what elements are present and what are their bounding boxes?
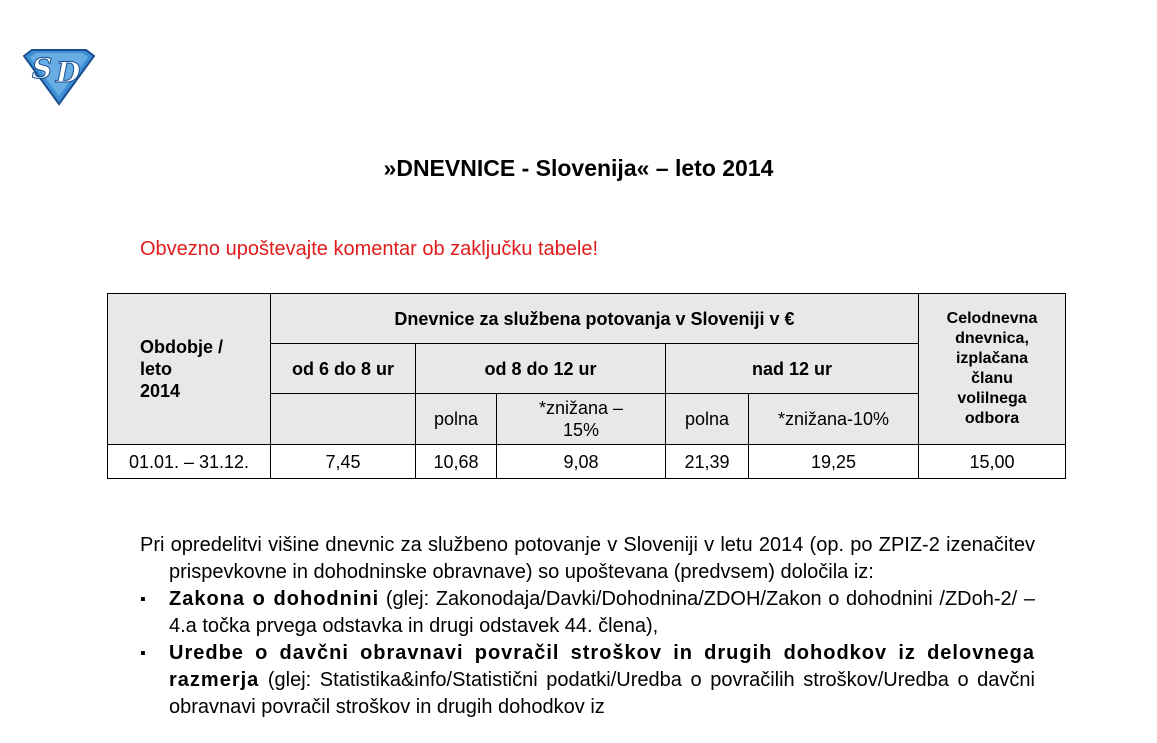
body-text	[140, 532, 1035, 721]
table-row	[108, 445, 1066, 479]
allowance-table	[107, 293, 1066, 479]
group-header: Dnevnice za službena potovanja v Sloveniji v €	[271, 294, 919, 344]
value-cell: 9,08	[497, 445, 666, 479]
source-list	[140, 586, 1035, 721]
sub-header-polna: polna	[416, 394, 497, 445]
svg-text:S: S	[32, 52, 53, 85]
company-logo	[22, 48, 96, 106]
col-header-8-12: od 8 do 12 ur	[416, 344, 666, 394]
value-cell: 7,45	[271, 445, 416, 479]
svg-text:D: D	[56, 56, 81, 89]
list-item	[140, 640, 1035, 721]
value-cell: 21,39	[666, 445, 749, 479]
law-name: Zakona o dohodnini	[169, 588, 380, 610]
law-reference: (glej: Zakonodaja/Davki/Dohodnina/ZDOH/Zakon o dohodnini /ZDoh-2/ – 4.a točka prvega odstavka in drugi odstavek 44. člena),	[169, 588, 1035, 637]
list-item	[140, 586, 1035, 640]
period-cell: 01.01. – 31.12.	[108, 445, 271, 479]
page-title: »DNEVNICE - Slovenija« – leto 2014	[383, 155, 774, 181]
col-header-6-8: od 6 do 8 ur	[271, 344, 416, 394]
sub-header-znizana-15: *znižana – 15%	[497, 394, 666, 445]
intro-paragraph: Pri opredelitvi višine dnevnic za službeno potovanje v Sloveniji v letu 2014 (op. po ZPIZ-2 izenačitev prispevkovne in dohodninske obravnave) so upoštevana (predvsem) določila iz:	[140, 534, 1035, 583]
sub-header-polna: polna	[666, 394, 749, 445]
sub-header-znizana-10: *znižana-10%	[749, 394, 919, 445]
regulation-reference: (glej: Statistika&info/Statistični podatki/Uredba o povračilih stroškov/Uredba o davčni obravnavi povračil stroškov in drugih dohodkov iz	[169, 669, 1035, 718]
period-header: Obdobje / leto 2014	[108, 294, 271, 445]
col-header-12: nad 12 ur	[666, 344, 919, 394]
warning-note: Obvezno upoštevajte komentar ob zaključku tabele!	[140, 238, 599, 260]
value-cell: 19,25	[749, 445, 919, 479]
value-cell: 15,00	[919, 445, 1066, 479]
regulation-name: Uredbe o davčni obravnavi povračil stroškov in drugih dohodkov iz delovnega razmerja	[169, 642, 1035, 691]
sub-header-empty	[271, 394, 416, 445]
full-day-header: Celodnevna dnevnica, izplačana članu volilnega odbora	[919, 294, 1066, 445]
value-cell: 10,68	[416, 445, 497, 479]
